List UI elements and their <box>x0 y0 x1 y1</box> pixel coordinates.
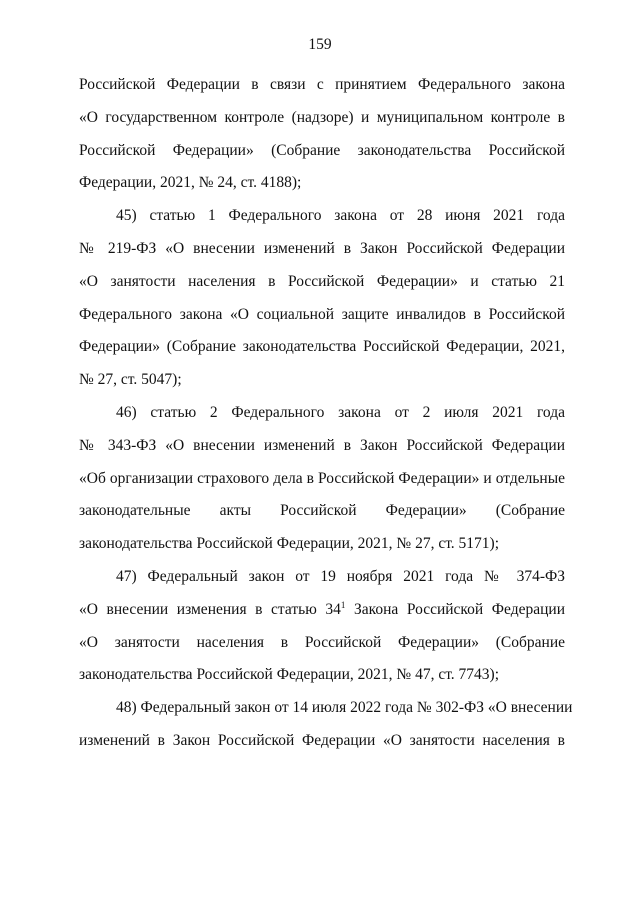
document-text <box>79 69 573 758</box>
text-line: законодательные акты Российской Федерации» (Собрание <box>79 502 565 520</box>
text-line: № 343-ФЗ «О внесении изменений в Закон Российской Федерации <box>79 436 565 454</box>
text-fragment: Закона Российской Федерации <box>345 600 565 618</box>
text-line: Российской Федерации в связи с принятием Федерального закона <box>79 76 565 93</box>
text-line: законодательства Российской Федерации, 2021, № 47, ст. 7743); <box>79 666 500 684</box>
text-line: Федерации» (Собрание законодательства Российской Федерации, 2021, <box>79 338 565 356</box>
text-line: «О занятости населения в Российской Федерации» (Собрание <box>79 633 565 651</box>
paragraph-47-line: 47) Федеральный закон от 19 ноября 2021 года № 374-ФЗ <box>116 567 565 585</box>
text-line: «О государственном контроле (надзоре) и муниципальном контроле в <box>79 108 565 126</box>
text-line: № 219-ФЗ «О внесении изменений в Закон Российской Федерации <box>79 239 565 257</box>
text-line: Федерации, 2021, № 24, ст. 4188); <box>79 174 302 192</box>
text-line: «О занятости населения в Российской Федерации» и статью 21 <box>79 272 565 290</box>
paragraph-48-line: 48) Федеральный закон от 14 июля 2022 года № 302-ФЗ «О внесении <box>116 699 573 717</box>
text-line: № 27, ст. 5047); <box>79 371 182 389</box>
superscript: 1 <box>340 599 346 610</box>
text-fragment: «О внесении изменения в статью 34 <box>79 600 341 618</box>
text-line: «Об организации страхового дела в Российской Федерации» и отдельные <box>79 469 565 487</box>
text-line: законодательства Российской Федерации, 2021, № 27, ст. 5171); <box>79 535 500 553</box>
text-line: Федерального закона «О социальной защите инвалидов в Российской <box>79 305 565 323</box>
paragraph-45-line: 45) статью 1 Федерального закона от 28 июня 2021 года <box>116 207 565 225</box>
paragraph-46-line: 46) статью 2 Федерального закона от 2 июля 2021 года <box>116 403 565 421</box>
page-number: 159 <box>308 36 332 53</box>
text-line-with-superscript <box>79 594 565 627</box>
text-line: Российской Федерации» (Собрание законодательства Российской <box>79 141 565 159</box>
text-line: изменений в Закон Российской Федерации «О занятости населения в <box>79 731 565 749</box>
